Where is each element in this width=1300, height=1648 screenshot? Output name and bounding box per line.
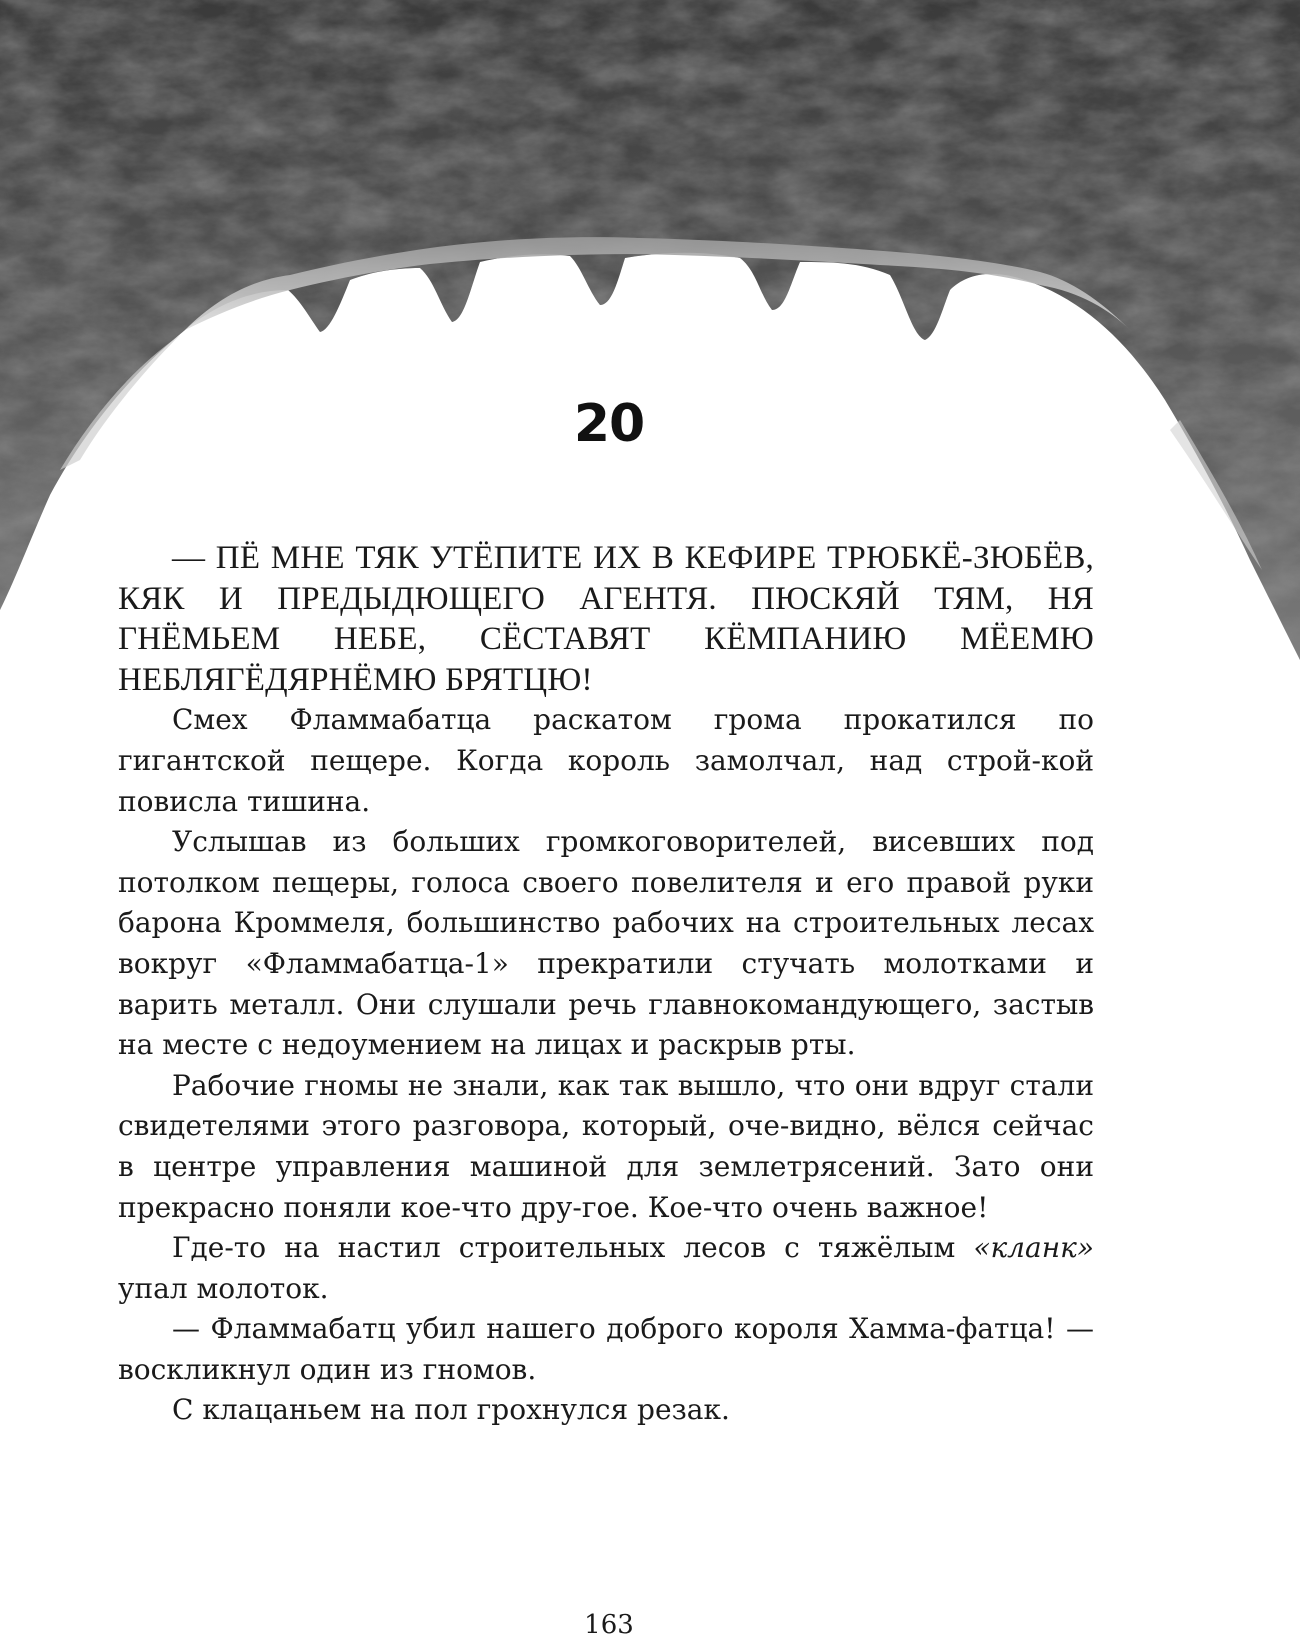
paragraph: — ПЁ МНЕ ТЯК УТЁПИТЕ ИХ В КЕФИРЕ ТРЮБКЁ-ЗЮБЁВ, КЯК И ПРЕДЫДЮЩЕГО АГЕНТЯ. ПЮСКЯЙ ТЯМ, НЯ ГНЁМЬЕМ НЕБЕ, СЁСТАВЯТ КЁМПАНИЮ МЁЕМЮ НЕБЛЯГЁДЯРНЁМЮ БРЯТЦЮ! xyxy=(118,540,1094,698)
paragraph: С клацаньем на пол грохнулся резак. xyxy=(172,1393,730,1427)
chapter-text xyxy=(118,538,1094,1431)
paragraph: Рабочие гномы не знали, как так вышло, что они вдруг стали свидетелями этого разговора, который, оче-видно, вёлся сейчас в центре управления машиной для землетрясений. Зато они прекрасно поняли кое-что дру-гое. Кое-что очень важное! xyxy=(118,1068,1094,1224)
chapter-number: 20 xyxy=(573,394,645,454)
page-number: 163 xyxy=(584,1610,634,1640)
paragraph: Услышав из больших громкоговорителей, висевших под потолком пещеры, голоса своего повелителя и его правой руки барона Кроммеля, большинство рабочих на строительных лесах вокруг «Фламмабатца-1» прекратили стучать молотками и варить металл. Они слушали речь главнокомандующего, застыв на месте с недоумением на лицах и раскрыв рты. xyxy=(118,825,1094,1062)
paragraph: — Фламмабатц убил нашего доброго короля Хамма-фатца! — воскликнул один из гномов. xyxy=(118,1312,1094,1386)
italic-sound-word: «кланк» xyxy=(973,1231,1094,1265)
paragraph xyxy=(118,1228,1094,1309)
paragraph: Смех Фламмабатца раскатом грома прокатился по гигантской пещере. Когда король замолчал, над строй-кой повисла тишина. xyxy=(118,703,1094,818)
paragraph-text: упал молоток. xyxy=(118,1271,329,1305)
paragraph-text: Где-то на настил строительных лесов с тяжёлым xyxy=(172,1231,974,1265)
